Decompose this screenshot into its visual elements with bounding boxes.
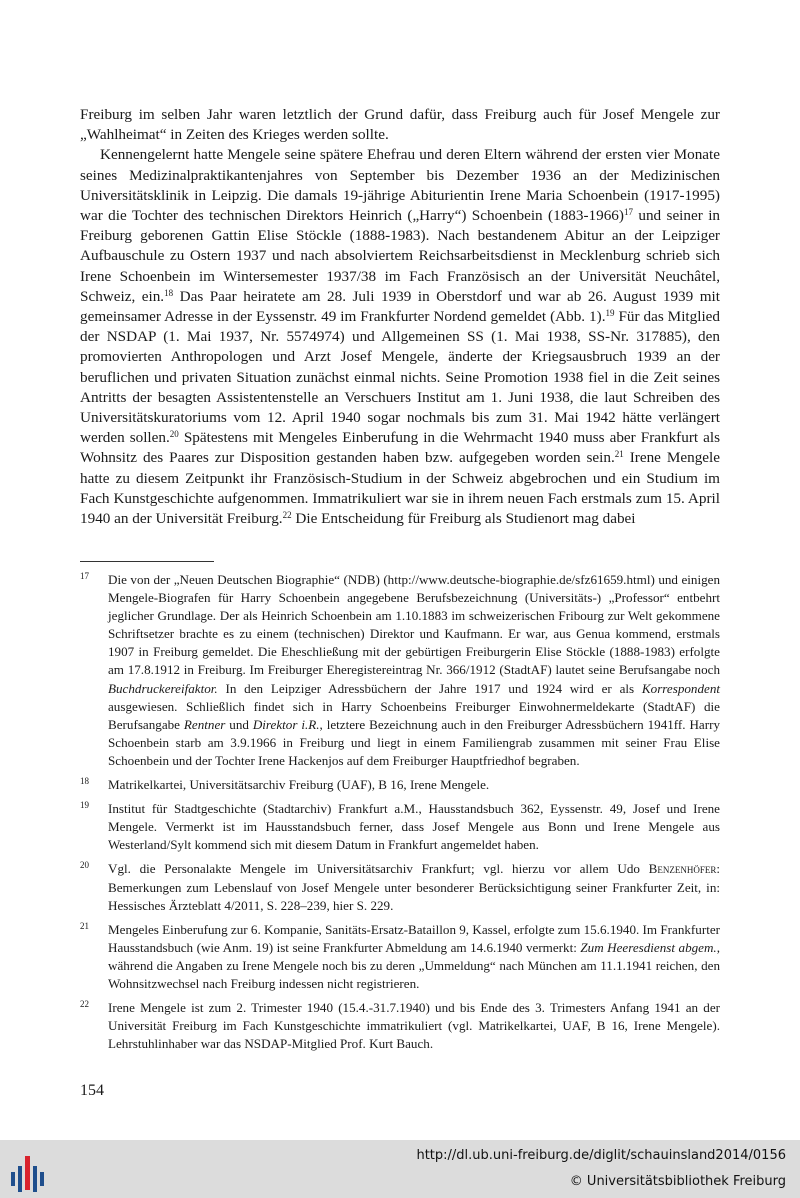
italic-text: Zum Heeresdienst abgem. bbox=[580, 939, 717, 955]
footnote-number: 22 bbox=[80, 999, 89, 1010]
footnote-text bbox=[108, 999, 720, 1053]
italic-text: Korrespondent bbox=[641, 680, 720, 696]
footnote-text bbox=[108, 921, 720, 993]
footer-bar bbox=[0, 1140, 800, 1198]
text-run: Die von der „Neuen Deutschen Biographie“ (NDB) (http://www.deutsche-biographie.de/sfz61659.html) und einigen Mengele-Biografen für Harry Schoenbein angegebene Berufsbezeichnung (Universitäts-) „Professor“ entbehrt jeglicher Grundlage. Der als Heinrich Schoenbein am 1.10.1883 im schweizerischen Fribourg zur Welt gekommene Schriftsetzer brachte es zu einem (technischen) Direktor und Kaufmann. Er war, aus Genua kommend, erstmals 1907 in Freiburg gemeldet. Die Eheschließung mit der gebürtigen Freiburgerin Elise Stöckle (1888-1983) erfolgte am 17.8.1912 in Freiburg. Im Freiburger Eheregistereintrag Nr. 366/1912 (StadtAF) lautet seine Berufsangabe noch bbox=[108, 572, 720, 678]
footnote-number: 21 bbox=[80, 920, 89, 931]
footnote-divider bbox=[80, 561, 214, 562]
ub-freiburg-logo-icon bbox=[8, 1150, 48, 1192]
italic-text: Direktor i.R. bbox=[252, 716, 320, 732]
text-run: Vgl. die Personalakte Mengele im Universitätsarchiv Frankfurt; vgl. hierzu vor allem Udo bbox=[108, 861, 649, 877]
footnote-number: 18 bbox=[80, 776, 89, 787]
footnote-number: 19 bbox=[80, 800, 89, 811]
text-run: Freiburg im selben Jahr waren letztlich der Grund dafür, dass Freiburg auch für Josef Mengele zur „Wahlheimat“ in Zeiten des Krieges werden sollte. bbox=[80, 106, 720, 144]
footnotes-section bbox=[80, 571, 720, 1059]
text-run: ausgewiesen. Schließlich findet sich in Harry Schoenbeins Freiburger Einwohnermeldekarte (StadtAF) die Berufsangabe bbox=[108, 698, 720, 732]
footer-copyright: © Universitätsbibliothek Freiburg bbox=[569, 1174, 786, 1189]
footnote bbox=[80, 800, 720, 854]
text-run: Das Paar heiratete am 28. Juli 1939 in Oberstdorf und war ab 26. August 1939 mit gemeinsamer Adresse in der Eyssenstr. 49 im Frankfurter Nordend gemeldet (Abb. 1). bbox=[80, 287, 720, 326]
footnote-text bbox=[108, 571, 720, 770]
text-run: Kennengelernt hatte Mengele seine spätere Ehefrau und deren Eltern während der ersten vier Monate seines Medizinalpraktikantenjahres von September bis Dezember 1936 an der Medizinischen Universitätsklinik in Leipzig. Die damals 19-jährige Abiturientin Irene Maria Schoenbein (1917-1995) war die Tochter des technischen Direktors Heinrich („Harry“) Schoenbein (1883-1966) bbox=[80, 146, 720, 225]
footnote-ref: 17 bbox=[623, 207, 633, 218]
text-run: Die Entscheidung für Freiburg als Studienort mag dabei bbox=[291, 510, 636, 528]
text-run: und seiner in Freiburg geborenen Gattin Elise Stöckle (1888-1983). Nach bestandenem Abitur an der Leipziger Aufbauschule zu Ostern 1937 und nach absolviertem Reichsarbeitsdienst in Mecklenburg schrieb sich Irene Schoenbein im Wintersemester 1937/38 im Fach Französisch an der Universität Neuchâtel, Schweiz, ein. bbox=[80, 207, 721, 305]
footnote-ref: 19 bbox=[605, 308, 615, 319]
footnote bbox=[80, 921, 720, 993]
footnote bbox=[80, 999, 720, 1053]
italic-text: Rentner bbox=[183, 716, 226, 732]
footnote-text bbox=[108, 776, 720, 794]
text-run: Spätestens mit Mengeles Einberufung in die Wehrmacht 1940 muss aber Frankfurt als Wohnsitz des Paares zur Disposition gestanden haben bzw. aufgegeben worden sein. bbox=[80, 429, 720, 467]
footnote-ref: 20 bbox=[169, 429, 179, 440]
page-number: 154 bbox=[80, 1082, 104, 1099]
footnote-ref: 22 bbox=[282, 510, 292, 521]
text-run: Für das Mitglied der NSDAP (1. Mai 1937, Nr. 5574974) und Allgemeinen SS (1. Mai 1938, SS-Nr. 317885), den promovierten Anthropologen und Arzt Josef Mengele, änderte der Kriegsausbruch 1939 an der beruflichen und privaten Situation zunächst einmal nichts. Seine Promotion 1938 fiel in die Zeit seines Antritts der besagten Assistentenstelle an Verschuers Institut am 1. Juni 1938, die laut Schreiben des Universitätskuratoriums vom 12. April 1940 sogar nochmals bis zum 31. Mai 1942 hätte verlängert werden sollen. bbox=[80, 308, 720, 447]
italic-text: Buchdruckereifaktor. bbox=[108, 680, 218, 696]
footnote-text bbox=[108, 860, 720, 914]
footnote-ref: 18 bbox=[164, 287, 174, 298]
text-run: In den Leipziger Adressbüchern der Jahre 1917 und 1924 wird er als bbox=[217, 680, 642, 696]
text-run: Matrikelkartei, Universitätsarchiv Freiburg (UAF), B 16, Irene Mengele. bbox=[108, 777, 490, 793]
footnote bbox=[80, 776, 720, 794]
author-name: Benzenhöfer bbox=[648, 861, 717, 877]
footer-url-link[interactable]: http://dl.ub.uni-freiburg.de/diglit/schauinsland2014/0156 bbox=[416, 1148, 786, 1163]
text-run: Mengeles Einberufung zur 6. Kompanie, Sanitäts-Ersatz-Bataillon 9, Kassel, erfolgte zum 15.6.1940. Im Frankfurter Hausstandsbuch (wie Anm. 19) ist seine Frankfurter Abmeldung am 14.6.1940 vermerkt: bbox=[108, 921, 720, 955]
body-paragraph bbox=[80, 105, 720, 145]
text-run: Irene Mengele hatte zu diesem Zeitpunkt ihr Französisch-Studium in der Schweiz abgebrochen und ein Studium im Fach Kunstgeschichte aufgenommen. Immatrikuliert war sie in ihrem neuen Fach erstmals zum 15. April 1940 an der Universität Freiburg. bbox=[80, 449, 720, 528]
text-run: Institut für Stadtgeschichte (Stadtarchiv) Frankfurt a.M., Hausstandsbuch 362, Eyssenstr. 49, Josef und Irene Mengele. Vermerkt ist im Hausstandsbuch ferner, dass Josef Mengele aus Bonn und Irene Mengele aus Westerland/Sylt kommend sich mit diesem Datum in Frankfurt angemeldet haben. bbox=[108, 801, 720, 853]
text-run: Irene Mengele ist zum 2. Trimester 1940 (15.4.-31.7.1940) und bis Ende des 3. Trimesters Anfang 1941 an der Universität Freiburg im Fach Kunstgeschichte immatrikuliert (vgl. Matrikelkartei, UAF, B 16, Irene Mengele). Lehrstuhlinhaber war das NSDAP-Mitglied Prof. Kurt Bauch. bbox=[108, 1000, 720, 1052]
body-paragraph bbox=[80, 145, 720, 529]
footnote-ref: 21 bbox=[614, 449, 624, 460]
text-run: : Bemerkungen zum Lebenslauf von Josef Mengele unter besonderer Berücksichtigung seiner Frankfurter Zeit, in: Hessisches Ärzteblatt 4/2011, S. 228–239, hier S. 229. bbox=[108, 861, 720, 913]
footnote-number: 17 bbox=[80, 571, 89, 581]
main-text bbox=[80, 105, 720, 529]
footnote-number: 20 bbox=[80, 860, 89, 871]
text-run: , während die Angaben zu Irene Mengele noch bis zu deren „Ummeldung“ nach München am 11.1.1941 reichen, den Wohnsitzwechsel nach Freiburg indessen nicht registrieren. bbox=[108, 939, 720, 991]
text-run: , letztere Bezeichnung auch in den Freiburger Adressbüchern 1941ff. Harry Schoenbein starb am 3.9.1966 in Freiburg und liegt in einem Familiengrab zusammen mit seiner Frau Elise Schoenbein und der Tochter Irene Hackenjos auf dem Freiburger Hauptfriedhof begraben. bbox=[108, 716, 720, 768]
text-run: und bbox=[225, 716, 253, 732]
footnote bbox=[80, 571, 720, 770]
footnote bbox=[80, 860, 720, 914]
footnote-text bbox=[108, 800, 720, 854]
